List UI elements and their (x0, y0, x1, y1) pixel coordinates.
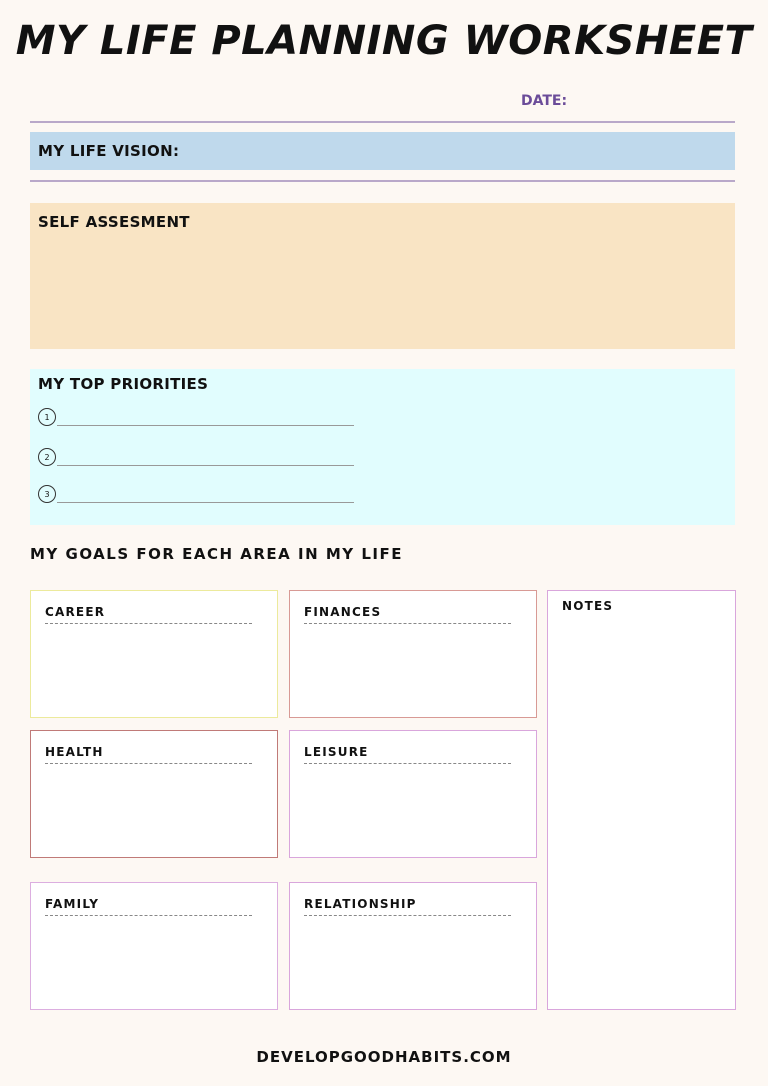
priority-number: 3 (38, 485, 56, 503)
health-rule (45, 763, 252, 764)
relationship-box[interactable] (289, 882, 537, 1010)
self-assessment-section[interactable] (30, 203, 735, 349)
self-assessment-label: SELF ASSESMENT (38, 213, 190, 231)
priority-line (57, 502, 354, 503)
finances-rule (304, 623, 511, 624)
leisure-rule (304, 763, 511, 764)
life-vision-section[interactable] (30, 132, 735, 170)
relationship-rule (304, 915, 511, 916)
priority-row[interactable] (38, 407, 354, 426)
leisure-label: LEISURE (304, 745, 369, 759)
priority-number: 2 (38, 448, 56, 466)
finances-box[interactable] (289, 590, 537, 718)
footer-site-name: DEVELOPGOODHABITS.COM (256, 1048, 512, 1066)
leisure-box[interactable] (289, 730, 537, 858)
priority-row[interactable] (38, 484, 354, 503)
goals-heading: MY GOALS FOR EACH AREA IN MY LIFE (30, 545, 404, 563)
career-box[interactable] (30, 590, 278, 718)
vision-divider (30, 180, 735, 182)
family-label: FAMILY (45, 897, 100, 911)
health-label: HEALTH (45, 745, 104, 759)
priority-number: 1 (38, 408, 56, 426)
family-box[interactable] (30, 882, 278, 1010)
date-line (30, 121, 735, 123)
health-box[interactable] (30, 730, 278, 858)
worksheet-title: MY LIFE PLANNING WORKSHEET (15, 18, 753, 64)
life-vision-label: MY LIFE VISION: (38, 142, 180, 160)
date-label: DATE: (521, 93, 568, 109)
notes-box[interactable] (547, 590, 736, 1010)
career-label: CAREER (45, 605, 106, 619)
top-priorities-section (30, 369, 735, 525)
top-priorities-label: MY TOP PRIORITIES (38, 375, 209, 393)
finances-label: FINANCES (304, 605, 382, 619)
notes-label: NOTES (562, 599, 614, 613)
priority-line (57, 465, 354, 466)
career-rule (45, 623, 252, 624)
relationship-label: RELATIONSHIP (304, 897, 417, 911)
priority-row[interactable] (38, 447, 354, 466)
priority-line (57, 425, 354, 426)
family-rule (45, 915, 252, 916)
